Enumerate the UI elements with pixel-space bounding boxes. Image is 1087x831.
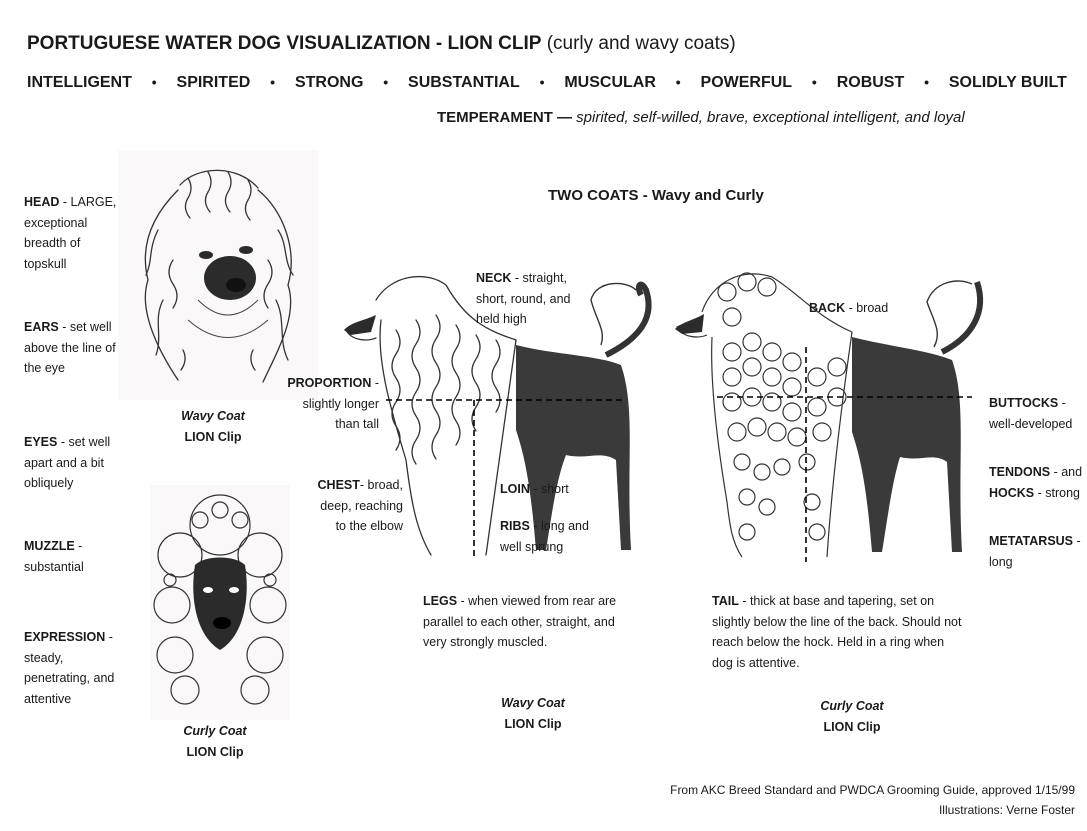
head-text: - LARGE, exceptional breadth of topskull [24, 195, 117, 271]
curly-body-clip: LION Clip [823, 720, 881, 734]
bullet: • [539, 74, 545, 90]
bullet: • [270, 74, 276, 90]
title-sub: (curly and wavy coats) [546, 33, 736, 54]
ribs-note [500, 516, 600, 557]
neck-note [476, 268, 588, 330]
back-note [809, 298, 929, 319]
curly-head-clip: LION Clip [186, 745, 244, 759]
neck-label: NECK [476, 271, 512, 285]
traits-row [27, 74, 1067, 92]
tail-text: - thick at base and tapering, set on slightly below the line of the back. Should not reach below the hock. Held in a ring when dog is attentive. [712, 594, 962, 670]
muzzle-note [24, 536, 114, 577]
head-label: HEAD [24, 195, 60, 209]
ribs-text: - long and well sprung [500, 519, 589, 554]
hocks-text: - strong [1034, 485, 1081, 500]
title-main: PORTUGUESE WATER DOG VISUALIZATION - LION CLIP [27, 33, 542, 54]
tail-label: TAIL [712, 594, 739, 608]
ears-text: - set well above the line of the eye [24, 320, 116, 375]
bullet: • [383, 74, 389, 90]
tendons-hocks-note [989, 462, 1084, 503]
ears-label: EARS [24, 320, 59, 334]
credits [670, 780, 1075, 820]
ribs-label: RIBS [500, 519, 530, 533]
chest-label: CHEST [317, 478, 360, 492]
wavy-head-clip: LION Clip [184, 430, 242, 444]
legs-label: LEGS [423, 594, 458, 608]
buttocks-label: BUTTOCKS [989, 396, 1059, 410]
proportion-label: PROPORTION [287, 376, 372, 390]
head-note [24, 192, 119, 274]
hocks-label: HOCKS [989, 485, 1035, 500]
expression-label: EXPRESSION [24, 630, 106, 644]
wavy-body-caption [488, 693, 578, 735]
curly-head-illustration [150, 485, 290, 720]
back-text: - broad [845, 301, 889, 315]
trait: INTELLIGENT [27, 74, 132, 91]
chest-note [312, 475, 403, 537]
tendons-label: TENDONS [989, 465, 1051, 479]
eyes-text: - set well apart and a bit obliquely [24, 435, 111, 490]
trait: POWERFUL [700, 74, 793, 91]
wavy-head-illustration [118, 150, 318, 400]
trait: SOLIDLY BUILT [948, 74, 1067, 91]
chest-text: - broad, deep, reaching to the elbow [320, 478, 403, 533]
page-title [27, 33, 736, 55]
temperament-line [437, 109, 965, 126]
back-label: BACK [809, 301, 846, 315]
illustrator-credit: Illustrations: Verne Foster [938, 803, 1075, 817]
metatarsus-label: METATARSUS [989, 534, 1074, 548]
eyes-label: EYES [24, 435, 58, 449]
legs-note [423, 591, 638, 653]
legs-text: - when viewed from rear are parallel to each other, straight, and very strongly muscled. [423, 594, 617, 649]
muzzle-text: - substantial [24, 539, 84, 574]
curly-body-coat: Curly Coat [820, 699, 884, 713]
buttocks-note [989, 393, 1084, 434]
trait: STRONG [294, 74, 364, 91]
proportion-text: - slightly longer than tall [302, 376, 379, 431]
wavy-body-coat: Wavy Coat [501, 696, 565, 710]
buttocks-text: - well-developed [989, 396, 1073, 431]
tendons-text: - and [1050, 465, 1083, 479]
proportion-note [284, 373, 379, 435]
expression-text: - steady, penetrating, and attentive [24, 630, 115, 706]
bullet: • [151, 74, 157, 90]
trait: MUSCULAR [564, 74, 656, 91]
ears-note [24, 317, 126, 379]
bullet: • [811, 74, 817, 90]
wavy-head-caption [168, 406, 258, 448]
wavy-body-clip: LION Clip [504, 717, 562, 731]
bullet: • [924, 74, 930, 90]
metatarsus-note [989, 531, 1084, 572]
trait: SUBSTANTIAL [408, 74, 520, 91]
eyes-note [24, 432, 116, 494]
metatarsus-text: - long [989, 534, 1081, 569]
trait: SPIRITED [176, 74, 251, 91]
temperament-label: TEMPERAMENT — [437, 109, 572, 126]
loin-label: LOIN [500, 482, 530, 496]
wavy-head-coat: Wavy Coat [181, 409, 245, 423]
muzzle-label: MUZZLE [24, 539, 75, 553]
trait: ROBUST [836, 74, 905, 91]
bullet: • [675, 74, 681, 90]
expression-note [24, 627, 124, 709]
loin-note [500, 479, 610, 500]
two-coats-heading: TWO COATS - Wavy and Curly [548, 187, 764, 204]
loin-text: - short [529, 482, 569, 496]
curly-head-caption [170, 721, 260, 763]
tail-note [712, 591, 962, 673]
curly-head-coat: Curly Coat [183, 724, 247, 738]
curly-body-caption [807, 696, 897, 738]
neck-text: - straight, short, round, and held high [476, 271, 571, 326]
temperament-text: spirited, self-willed, brave, exceptional intelligent, and loyal [576, 109, 965, 126]
source-credit: From AKC Breed Standard and PWDCA Grooming Guide, approved 1/15/99 [670, 783, 1075, 797]
